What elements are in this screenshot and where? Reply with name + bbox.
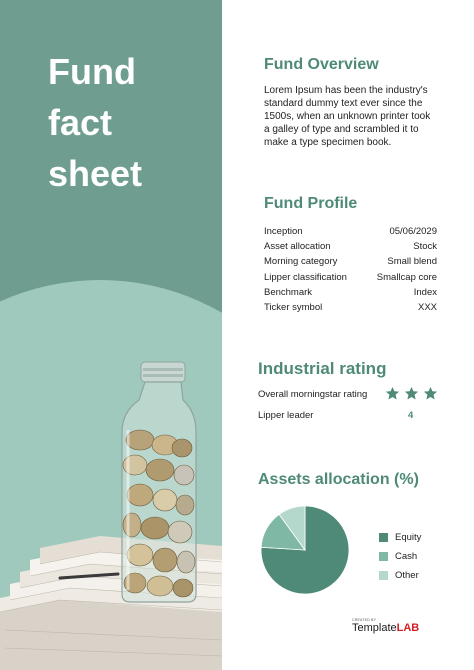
profile-row bbox=[264, 300, 437, 315]
legend-swatch bbox=[379, 571, 388, 580]
profile-value: Smallcap core bbox=[376, 271, 437, 283]
coin-jar bbox=[122, 362, 196, 602]
left-panel bbox=[0, 0, 222, 670]
brand-name-part2: LAB bbox=[396, 622, 420, 634]
profile-row bbox=[264, 239, 437, 254]
document-title: Fund fact sheet bbox=[48, 51, 143, 194]
profile-row bbox=[264, 254, 437, 269]
brand-name bbox=[352, 622, 419, 634]
profile-heading: Fund Profile bbox=[264, 195, 358, 212]
allocation-pie-chart bbox=[257, 506, 353, 594]
templatelab-logo bbox=[352, 618, 432, 636]
star-rating bbox=[385, 386, 438, 401]
morningstar-rating-label: Overall morningstar rating bbox=[258, 389, 368, 400]
star-icon bbox=[385, 386, 400, 401]
lipper-leader-row bbox=[258, 410, 438, 424]
morningstar-rating-row bbox=[258, 386, 438, 404]
overview-text: Lorem Ipsum has been the industry's standard dummy text ever since the 1500s, when an unknown printer took a galley of type and scrambled it to make a type specimen book. bbox=[264, 85, 431, 148]
profile-row bbox=[264, 285, 437, 300]
brand-caption: CREATED BY bbox=[352, 618, 377, 622]
legend-item-cash bbox=[379, 547, 421, 566]
legend-item-other bbox=[379, 566, 421, 585]
profile-row bbox=[264, 270, 437, 285]
profile-label: Ticker symbol bbox=[264, 301, 323, 313]
brand-name-part1: Template bbox=[352, 622, 397, 634]
rating-heading: Industrial rating bbox=[258, 359, 387, 378]
legend-item-equity bbox=[379, 528, 421, 547]
legend-swatch bbox=[379, 533, 388, 542]
allocation-heading: Assets allocation (%) bbox=[258, 471, 419, 488]
profile-value: Small blend bbox=[387, 256, 437, 268]
profile-value: XXX bbox=[417, 301, 437, 313]
profile-label: Benchmark bbox=[264, 286, 313, 298]
profile-value: Stock bbox=[413, 241, 437, 253]
profile-table bbox=[264, 224, 437, 315]
lipper-leader-value: 4 bbox=[408, 410, 414, 421]
legend-label: Cash bbox=[395, 551, 418, 562]
legend-label: Equity bbox=[395, 532, 422, 543]
profile-label: Inception bbox=[264, 226, 303, 237]
profile-value: 05/06/2029 bbox=[389, 226, 437, 237]
profile-value: Index bbox=[413, 286, 437, 298]
profile-label: Asset allocation bbox=[264, 241, 331, 253]
legend-swatch bbox=[379, 552, 388, 561]
overview-heading: Fund Overview bbox=[264, 56, 379, 73]
profile-row bbox=[264, 224, 437, 239]
star-icon bbox=[404, 386, 419, 401]
profile-label: Morning category bbox=[264, 256, 338, 268]
star-icon bbox=[423, 386, 438, 401]
pie-legend bbox=[379, 528, 421, 585]
profile-label: Lipper classification bbox=[264, 271, 347, 283]
lipper-leader-label: Lipper leader bbox=[258, 410, 314, 421]
legend-label: Other bbox=[395, 570, 419, 581]
